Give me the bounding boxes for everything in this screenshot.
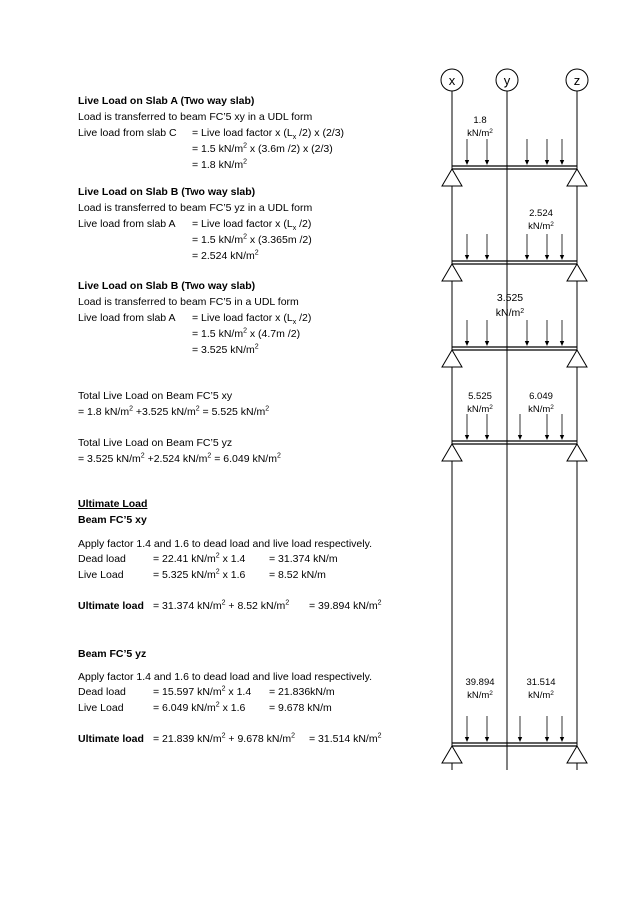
slab-b2-label: Live load from slab A <box>78 312 176 324</box>
slab-a-line3: = 1.8 $kN/m^2$ <box>192 158 247 171</box>
total-yz-calc: = 3.525 $kN/m^2 +2.524$ $kN/m^2 = 6.049$ $kN/m^2$ <box>78 452 281 465</box>
slab-b1-transfer: Load is transferred to beam FC’5 yz in a UDL form <box>78 202 313 214</box>
support-2-left <box>442 264 462 281</box>
beams-group <box>442 166 587 763</box>
load-arrowhead-5-2 <box>485 737 489 742</box>
ultimate-xy-dead-result: = 31.374 kN/m <box>269 553 338 565</box>
ultimate-xy-live-result: = 8.52 kN/m <box>269 569 326 581</box>
load-arrowhead-4-2 <box>485 435 489 440</box>
ultimate-title: Ultimate Load <box>78 498 148 510</box>
ultimate-yz-dead-result: = 21.836kN/m <box>269 686 335 698</box>
load-d3-unit: $kN/m^2$ <box>495 307 525 319</box>
load-d2-value: 2.524 <box>529 208 553 219</box>
slab-b2-line2: = 1.5 $kN/m^2$ x (4.7m /2) <box>192 327 301 340</box>
slab-b1-heading: Live Load on Slab B (Two way slab) <box>78 186 256 198</box>
load-arrowhead-1-4 <box>545 160 549 165</box>
load-d4-left-unit: $kN/m^2$ <box>467 404 493 415</box>
support-1-right <box>567 169 587 186</box>
slab-b1-label: Live load from slab A <box>78 218 176 230</box>
slab-b2-heading: Live Load on Slab B (Two way slab) <box>78 280 256 292</box>
slab-b1-line2: = 1.5 $kN/m^2$ x (3.365m /2) <box>192 233 312 246</box>
load-d4-left-value: 5.525 <box>468 391 492 402</box>
load-arrowhead-4-1 <box>465 435 469 440</box>
load-arrowhead-2-2 <box>485 255 489 260</box>
ultimate-yz-result: = 31.514 $kN/m^2$ <box>309 732 382 745</box>
load-arrowhead-3-1 <box>465 341 469 346</box>
slab-b1-line1: = Live load factor x ($L_x$ /2) <box>192 218 312 233</box>
ultimate-xy-live-calc: = 5.325 $kN/m^2$ x 1.6 <box>153 568 246 581</box>
slab-b1-line3: = 2.524 $kN/m^2$ <box>192 249 259 262</box>
ultimate-xy-label: Ultimate load <box>78 600 144 612</box>
support-3-left <box>442 350 462 367</box>
load-arrowhead-1-1 <box>465 160 469 165</box>
ultimate-xy-factor: Apply factor 1.4 and 1.6 to dead load and live load respectively. <box>78 538 372 550</box>
load-arrowhead-4-4 <box>545 435 549 440</box>
load-arrowhead-2-1 <box>465 255 469 260</box>
load-arrowhead-3-5 <box>560 341 564 346</box>
load-d1-unit: $kN/m^2$ <box>467 128 493 139</box>
support-2-right <box>567 264 587 281</box>
ultimate-xy-dead-calc: = 22.41 $kN/m^2$ x 1.4 <box>153 552 246 565</box>
load-d2-unit: $kN/m^2$ <box>528 221 554 232</box>
ultimate-yz-heading: Beam FC’5 yz <box>78 648 147 660</box>
slab-b2-transfer: Load is transferred to beam FC’5 in a UDL form <box>78 296 299 308</box>
load-arrowhead-3-3 <box>525 341 529 346</box>
ultimate-yz-dead-label: Dead load <box>78 686 126 698</box>
slab-b2-line1: = Live load factor x ($L_x$ /2) <box>192 312 312 327</box>
ultimate-xy-heading: Beam FC’5 xy <box>78 514 147 526</box>
grid-label-y: y <box>503 73 511 88</box>
total-yz-heading: Total Live Load on Beam FC’5 yz <box>78 437 233 449</box>
load-arrowhead-2-5 <box>560 255 564 260</box>
support-4-left <box>442 444 462 461</box>
ultimate-xy-calc: = 31.374 $kN/m^2 + 8.52$ $kN/m^2$ <box>153 599 290 612</box>
ultimate-yz-factor: Apply factor 1.4 and 1.6 to dead load and live load respectively. <box>78 671 372 683</box>
total-xy-calc: = 1.8 $kN/m^2 +3.525$ $kN/m^2 = 5.525$ $kN/m^2$ <box>78 405 270 418</box>
load-d3-value: 3.525 <box>496 292 524 304</box>
load-d5-left-value: 39.894 <box>465 677 495 688</box>
slab-a-heading: Live Load on Slab A (Two way slab) <box>78 95 255 107</box>
load-arrowhead-4-3 <box>518 435 522 440</box>
grid-label-z: z <box>573 73 581 88</box>
slab-a-label: Live load from slab C <box>78 127 177 139</box>
load-arrowhead-1-5 <box>560 160 564 165</box>
ultimate-xy-dead-label: Dead load <box>78 553 126 565</box>
load-arrowhead-3-4 <box>545 341 549 346</box>
load-arrowhead-2-3 <box>525 255 529 260</box>
total-xy-heading: Total Live Load on Beam FC’5 xy <box>78 390 233 402</box>
ultimate-xy-result: = 39.894 $kN/m^2$ <box>309 599 382 612</box>
slab-a-line2: = 1.5 $kN/m^2$ x (3.6m /2) x (2/3) <box>192 142 333 155</box>
support-4-right <box>567 444 587 461</box>
slab-b2-line3: = 3.525 $kN/m^2$ <box>192 343 259 356</box>
support-5-right <box>567 746 587 763</box>
load-arrowhead-5-1 <box>465 737 469 742</box>
support-5-left <box>442 746 462 763</box>
load-d4-right-unit: $kN/m^2$ <box>528 404 554 415</box>
ultimate-yz-label: Ultimate load <box>78 733 144 745</box>
ultimate-yz-live-label: Live Load <box>78 702 124 714</box>
load-arrowhead-4-5 <box>560 435 564 440</box>
grid-label-x: x <box>448 73 456 88</box>
load-d5-right-unit: $kN/m^2$ <box>528 690 554 701</box>
ultimate-yz-live-result: = 9.678 kN/m <box>269 702 332 714</box>
ultimate-xy-live-label: Live Load <box>78 569 124 581</box>
support-3-right <box>567 350 587 367</box>
load-d1-value: 1.8 <box>473 115 487 126</box>
ultimate-yz-dead-calc: = 15.597 $kN/m^2$ x 1.4 <box>153 685 252 698</box>
load-arrowhead-3-2 <box>485 341 489 346</box>
load-d5-right-value: 31.514 <box>526 677 556 688</box>
support-1-left <box>442 169 462 186</box>
slab-a-transfer: Load is transferred to beam FC’5 xy in a UDL form <box>78 111 313 123</box>
load-arrowhead-2-4 <box>545 255 549 260</box>
load-d4-right-value: 6.049 <box>529 391 553 402</box>
load-arrowhead-1-3 <box>525 160 529 165</box>
load-arrowhead-5-3 <box>518 737 522 742</box>
load-d5-left-unit: $kN/m^2$ <box>467 690 493 701</box>
load-arrowhead-1-2 <box>485 160 489 165</box>
ultimate-yz-live-calc: = 6.049 $kN/m^2$ x 1.6 <box>153 701 246 714</box>
slab-a-line1: = Live load factor x ($L_x$ /2) x (2/3) <box>192 127 345 142</box>
load-arrowhead-5-5 <box>560 737 564 742</box>
ultimate-yz-calc: = 21.839 $kN/m^2 + 9.678$ $kN/m^2$ <box>153 732 296 745</box>
load-arrowhead-5-4 <box>545 737 549 742</box>
